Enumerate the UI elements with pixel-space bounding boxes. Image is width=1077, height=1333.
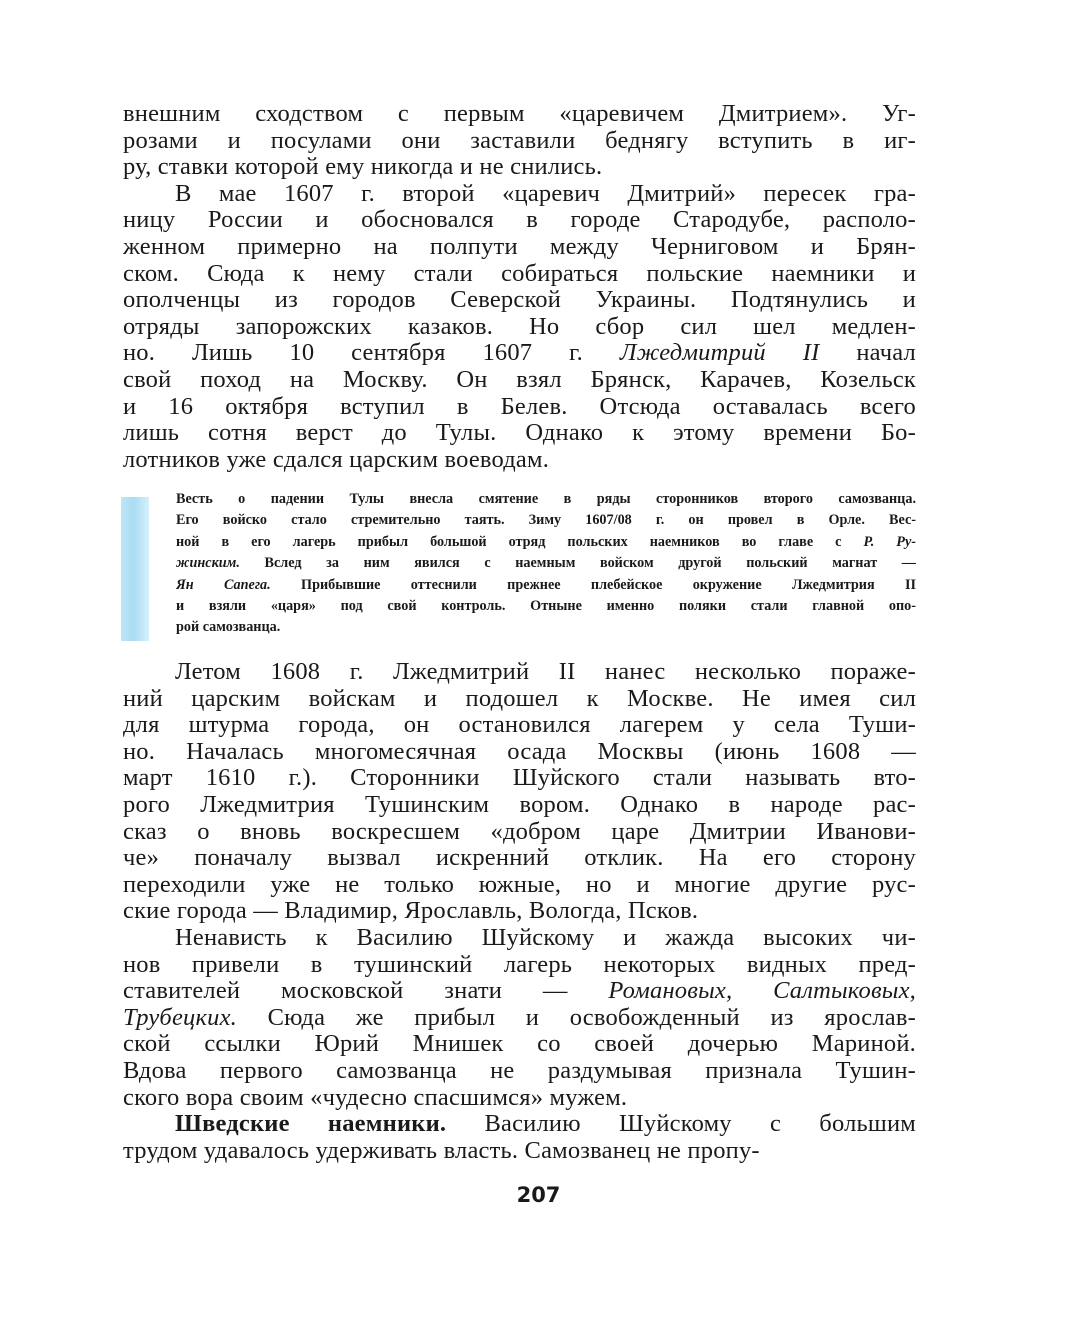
bold-heading: Шведские наемники. (175, 1110, 447, 1138)
text-line: свой поход на Москву. Он взял Брянск, Карачев, Козельск (123, 366, 916, 393)
text-line: Трубецких. Сюда же прибыл и освобожденный из ярослав- (123, 1003, 916, 1031)
text-line: Ненависть к Василию Шуйскому и жажда высоких чи- (175, 924, 916, 951)
page-number: 207 (516, 1183, 561, 1207)
text-line: рого Лжедмитрия Тушинским вором. Однако в народе рас- (123, 791, 916, 818)
text-line: женном примерно на полпути между Черниговом и Брян- (123, 233, 916, 260)
italic-term: Ян Сапега. (176, 576, 271, 593)
text-line: и 16 октября вступил в Белев. Отсюда оставалась всего (123, 392, 916, 420)
text-line: для штурма города, он остановился лагерем у села Туши- (123, 711, 916, 739)
text-line: Шведские наемники. Василию Шуйскому с большим (175, 1110, 916, 1138)
text-line: ной в его лагерь прибыл большой отряд польских наемников во главе с Р. Ру- (176, 533, 916, 550)
text-line: ру, ставки которой ему никогда и не снились. (123, 153, 603, 181)
text-line: и взяли «царя» под свой контроль. Отныне именно поляки стали главной опо- (176, 598, 916, 614)
italic-term: Трубецких. (123, 1003, 237, 1031)
text-line: розами и посулами они заставили беднягу вступить в иг- (123, 126, 916, 154)
text-line: ставителей московской знати — Романовых, Салтыковых, (123, 977, 916, 1005)
italic-term: жинским. (176, 555, 240, 572)
text-line: трудом удавалось удерживать власть. Самозванец не пропу- (123, 1136, 760, 1164)
italic-term: Лжедмитрий II (619, 339, 820, 367)
text-line: ского вора своим «чудесно спасшимся» мужем. (123, 1083, 628, 1111)
text-line: В мае 1607 г. второй «царевич Дмитрий» пересек гра- (175, 179, 916, 207)
text-line: Вдова первого самозванца не раздумывая признала Тушин- (123, 1057, 916, 1084)
text-line: ской ссылки Юрий Мнишек со своей дочерью Мариной. (123, 1030, 916, 1058)
text-line: жинским. Вслед за ним явился с наемным войском другой польский магнат — (176, 555, 916, 572)
text-line: переходили уже не только южные, но и многие другие рус- (123, 870, 916, 898)
text-line: ском. Сюда к нему стали собираться польские наемники и (123, 259, 916, 287)
text-line: март 1610 г.). Сторонники Шуйского стали называть вто- (123, 764, 916, 792)
text-line: Его войско стало стремительно таять. Зиму 1607/08 г. он провел в Орле. Вес- (176, 512, 916, 529)
text-line: нов привели в тушинский лагерь некоторых видных пред- (123, 950, 916, 978)
text-line: Ян Сапега. Прибывшие оттеснили прежнее плебейское окружение Лжедмитрия II (176, 576, 916, 593)
italic-term: Романовых, Салтыковых, (608, 977, 916, 1005)
text-line: Летом 1608 г. Лжедмитрий II нанес несколько пораже- (175, 658, 916, 685)
text-line: отряды запорожских казаков. Но сбор сил шел медлен- (123, 312, 916, 340)
text-line: но. Лишь 10 сентября 1607 г. Лжедмитрий II начал (123, 339, 916, 367)
text-line: рой самозванца. (176, 619, 281, 636)
text-line: но. Началась многомесячная осада Москвы (июнь 1608 — (123, 737, 916, 765)
text-line: лотников уже сдался царским воеводам. (123, 445, 550, 473)
text-line: ские города — Владимир, Ярославль, Вологда, Псков. (123, 897, 699, 925)
text-line: ополченцы из городов Северской Украины. Подтянулись и (123, 286, 916, 314)
text-line: сказ о вновь воскресшем «добром царе Дмитрии Иванови- (123, 817, 916, 845)
text-line: че» поначалу вызвал искренний отклик. На его сторону (123, 844, 916, 872)
text-line: лишь сотня верст до Тулы. Однако к этому времени Бо- (123, 419, 916, 447)
text-line: Весть о падении Тулы внесла смятение в ряды сторонников второго самозванца. (176, 491, 916, 507)
text-line: ницу России и обосновался в городе Стародубе, располо- (123, 206, 916, 234)
text-line: внешним сходством с первым «царевичем Дмитрием». Уг- (123, 100, 916, 127)
text-line: ний царским войскам и подошел к Москве. Не имея сил (123, 684, 916, 712)
sidebar-marker (121, 497, 149, 641)
italic-term: Р. Ру- (863, 533, 916, 550)
